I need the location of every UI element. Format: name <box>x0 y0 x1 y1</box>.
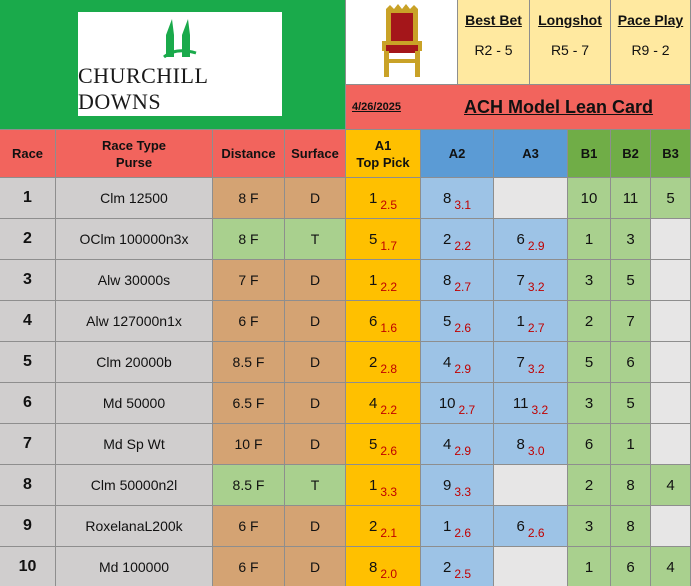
b1-value: 5 <box>584 353 594 371</box>
b3-value: 4 <box>666 558 675 576</box>
race-type-cell <box>56 219 213 260</box>
b1-cell <box>568 219 611 260</box>
race-number-value: 2 <box>23 230 32 247</box>
a1-pick-value: 1 <box>368 189 378 207</box>
race-type-cell <box>56 506 213 547</box>
race-type-header <box>56 130 213 178</box>
race-number-cell <box>0 178 56 219</box>
b1-cell <box>568 424 611 465</box>
race-type-value: Md 50000 <box>102 395 166 411</box>
b1-value: 2 <box>584 476 594 494</box>
b1-cell <box>568 342 611 383</box>
race-number-value: 10 <box>18 558 37 575</box>
b3-cell <box>651 178 691 219</box>
pace-play-cell <box>611 0 691 85</box>
a1-pick-value: 5 <box>368 230 378 248</box>
a1-pick-value: 1 <box>368 271 378 289</box>
a2-pick-cell <box>421 424 494 465</box>
a2-odds: 2.9 <box>454 444 472 458</box>
twin-spires-icon <box>160 13 200 59</box>
longshot-value: R5 - 7 <box>550 42 590 58</box>
b2-cell <box>611 465 651 506</box>
race-number-value: 8 <box>23 476 32 493</box>
b2-value: 6 <box>626 558 635 576</box>
surface-value: T <box>310 477 320 493</box>
a2-pick-value: 9 <box>442 476 452 494</box>
race-number-value: 7 <box>23 435 32 452</box>
a2-pick-cell <box>421 342 494 383</box>
surface-cell <box>285 219 346 260</box>
b1-value: 6 <box>584 435 594 453</box>
longshot-label: Longshot <box>538 12 602 28</box>
surface-cell <box>285 424 346 465</box>
throne-image-cell <box>346 0 458 85</box>
a2-pick-value: 2 <box>442 230 452 248</box>
a2-odds: 3.1 <box>454 198 472 212</box>
a2-odds: 3.3 <box>454 485 472 499</box>
race-number-cell <box>0 260 56 301</box>
b3-cell <box>651 301 691 342</box>
distance-cell <box>213 260 285 301</box>
a1-odds: 2.5 <box>380 198 398 212</box>
distance-value: 6 F <box>238 518 259 534</box>
a3-header: A3 <box>494 130 568 178</box>
a1-pick-value: 5 <box>368 435 378 453</box>
a3-pick-cell <box>494 178 568 219</box>
b2-cell <box>611 342 651 383</box>
a2-pick-value: 4 <box>442 435 452 453</box>
a2-odds: 2.7 <box>458 403 476 417</box>
pace-play-label: Pace Play <box>617 12 684 28</box>
race-type-value: OClm 100000n3x <box>79 231 189 247</box>
a3-pick-value: 6 <box>516 230 525 248</box>
a1-pick-cell <box>346 506 421 547</box>
a1-odds: 2.2 <box>380 280 398 294</box>
distance-cell <box>213 424 285 465</box>
surface-value: D <box>309 313 321 329</box>
a3-odds: 3.2 <box>527 362 545 376</box>
a1-pick-cell <box>346 424 421 465</box>
a2-pick-cell <box>421 383 494 424</box>
b2-cell <box>611 219 651 260</box>
surface-cell <box>285 547 346 586</box>
race-type-cell <box>56 547 213 586</box>
b3-cell <box>651 383 691 424</box>
logo-wordmark: CHURCHILL DOWNS <box>78 63 208 114</box>
a2-pick-cell <box>421 506 494 547</box>
distance-cell <box>213 547 285 586</box>
b3-cell <box>651 342 691 383</box>
a3-pick-cell <box>494 547 568 586</box>
a2-odds: 2.5 <box>454 567 472 581</box>
a1-pick-value: 8 <box>368 558 378 576</box>
race-number-value: 4 <box>23 312 32 329</box>
b1-value: 3 <box>584 517 594 535</box>
surface-cell <box>285 506 346 547</box>
a3-pick-cell <box>494 301 568 342</box>
race-type-value: Clm 50000n2l <box>90 477 178 493</box>
b2-value: 5 <box>626 394 635 412</box>
race-type-cell <box>56 342 213 383</box>
a2-odds: 2.6 <box>454 526 472 540</box>
a3-pick-value: 1 <box>516 312 525 330</box>
b2-cell <box>611 383 651 424</box>
a1-odds: 2.2 <box>380 403 398 417</box>
distance-value: 10 F <box>234 436 263 452</box>
a3-pick-cell <box>494 260 568 301</box>
distance-value: 8 F <box>238 231 259 247</box>
b2-value: 1 <box>626 435 635 453</box>
a2-pick-cell <box>421 219 494 260</box>
a3-odds: 3.2 <box>531 403 549 417</box>
a1-pick-value: 1 <box>368 476 378 494</box>
a1-pick-cell <box>346 301 421 342</box>
race-number-value: 3 <box>23 271 32 288</box>
b3-cell <box>651 465 691 506</box>
distance-cell <box>213 219 285 260</box>
b3-cell <box>651 260 691 301</box>
a1-pick-value: 2 <box>368 353 378 371</box>
distance-cell <box>213 506 285 547</box>
b3-cell <box>651 424 691 465</box>
surface-header: Surface <box>285 130 346 178</box>
a1-odds: 1.6 <box>380 321 398 335</box>
a2-pick-value: 1 <box>442 517 452 535</box>
a1-pick-cell <box>346 383 421 424</box>
a2-odds: 2.7 <box>454 280 472 294</box>
race-type-value: RoxelanaL200k <box>85 518 183 534</box>
b1-cell <box>568 465 611 506</box>
a3-pick-cell <box>494 383 568 424</box>
a3-odds: 2.7 <box>527 321 545 335</box>
b1-cell <box>568 383 611 424</box>
b1-value: 1 <box>584 558 594 576</box>
a1-header-line1: A1 <box>374 137 392 153</box>
surface-value: D <box>309 272 321 288</box>
distance-cell <box>213 178 285 219</box>
b2-cell <box>611 301 651 342</box>
b2-cell <box>611 424 651 465</box>
distance-cell <box>213 383 285 424</box>
race-number-cell <box>0 342 56 383</box>
b2-value: 6 <box>626 353 635 371</box>
a2-pick-cell <box>421 178 494 219</box>
a3-pick-value: 7 <box>516 353 525 371</box>
a1-pick-cell <box>346 219 421 260</box>
a3-odds: 3.0 <box>527 444 545 458</box>
a2-odds: 2.6 <box>454 321 472 335</box>
a1-odds: 2.6 <box>380 444 398 458</box>
a1-pick-cell <box>346 178 421 219</box>
b2-cell <box>611 178 651 219</box>
b1-cell <box>568 506 611 547</box>
race-number-value: 5 <box>23 353 32 370</box>
race-type-cell <box>56 301 213 342</box>
a2-pick-cell <box>421 260 494 301</box>
b1-cell <box>568 178 611 219</box>
a1-header-line2: Top Pick <box>356 154 410 170</box>
race-type-value: Alw 30000s <box>97 272 171 288</box>
b3-header: B3 <box>651 130 691 178</box>
b1-cell <box>568 260 611 301</box>
race-number-cell <box>0 383 56 424</box>
a2-pick-cell <box>421 547 494 586</box>
race-number-value: 9 <box>23 517 32 534</box>
a3-pick-value: 6 <box>516 517 525 535</box>
surface-value: T <box>310 231 320 247</box>
longshot-cell <box>530 0 611 85</box>
b2-value: 5 <box>626 271 635 289</box>
a3-pick-cell <box>494 424 568 465</box>
a2-pick-value: 10 <box>438 394 456 412</box>
b2-value: 8 <box>626 476 635 494</box>
b1-value: 3 <box>584 394 594 412</box>
a1-odds: 2.0 <box>380 567 398 581</box>
distance-value: 8 F <box>238 190 259 206</box>
b2-header: B2 <box>611 130 651 178</box>
surface-value: D <box>309 559 321 575</box>
a3-pick-cell <box>494 342 568 383</box>
b2-value: 8 <box>626 517 635 535</box>
a3-odds: 2.6 <box>527 526 545 540</box>
b2-value: 11 <box>622 189 639 207</box>
b1-value: 1 <box>584 230 594 248</box>
race-number-cell <box>0 465 56 506</box>
a2-pick-value: 8 <box>442 189 452 207</box>
race-type-value: Md Sp Wt <box>103 436 165 452</box>
race-number-value: 1 <box>23 189 32 206</box>
distance-value: 8.5 F <box>232 354 265 370</box>
a2-pick-cell <box>421 301 494 342</box>
distance-value: 6 F <box>238 313 259 329</box>
distance-cell <box>213 301 285 342</box>
race-header: Race <box>0 130 56 178</box>
race-type-value: Clm 20000b <box>96 354 172 370</box>
race-type-cell <box>56 383 213 424</box>
b1-value: 2 <box>584 312 594 330</box>
b2-cell <box>611 547 651 586</box>
distance-value: 6.5 F <box>232 395 265 411</box>
a3-pick-cell <box>494 506 568 547</box>
a2-odds: 2.9 <box>454 362 472 376</box>
race-type-cell <box>56 178 213 219</box>
distance-cell <box>213 465 285 506</box>
b3-value: 4 <box>666 476 675 494</box>
race-number-value: 6 <box>23 394 32 411</box>
distance-value: 8.5 F <box>232 477 265 493</box>
b1-value: 10 <box>580 189 598 207</box>
a1-pick-value: 2 <box>368 517 378 535</box>
race-type-cell <box>56 424 213 465</box>
race-type-value: Alw 127000n1x <box>86 313 182 329</box>
race-number-cell <box>0 219 56 260</box>
surface-cell <box>285 342 346 383</box>
a1-odds: 3.3 <box>380 485 398 499</box>
surface-value: D <box>309 354 321 370</box>
a1-pick-cell <box>346 547 421 586</box>
a1-pick-value: 4 <box>368 394 378 412</box>
b2-value: 7 <box>626 312 635 330</box>
pace-play-value: R9 - 2 <box>631 42 670 58</box>
a2-header: A2 <box>421 130 494 178</box>
b3-cell <box>651 547 691 586</box>
race-type-cell <box>56 465 213 506</box>
a2-pick-value: 5 <box>442 312 452 330</box>
a1-pick-cell <box>346 260 421 301</box>
race-number-cell <box>0 506 56 547</box>
b2-value: 3 <box>626 230 635 248</box>
a1-header <box>346 130 421 178</box>
b1-header: B1 <box>568 130 611 178</box>
race-type-value: Clm 12500 <box>100 190 168 206</box>
card-date: 4/26/2025 <box>346 85 691 130</box>
a1-odds: 2.1 <box>380 526 398 540</box>
b3-cell <box>651 219 691 260</box>
surface-cell <box>285 383 346 424</box>
best-bet-cell <box>458 0 530 85</box>
race-type-header-line1: Race Type <box>101 137 167 153</box>
race-type-value: Md 100000 <box>98 559 170 575</box>
a2-pick-value: 2 <box>442 558 452 576</box>
surface-value: D <box>309 395 321 411</box>
surface-cell <box>285 178 346 219</box>
b2-cell <box>611 506 651 547</box>
distance-cell <box>213 342 285 383</box>
a3-pick-value: 11 <box>512 394 529 412</box>
surface-cell <box>285 260 346 301</box>
a3-pick-value: 7 <box>516 271 525 289</box>
card-title: ACH Model Lean Card <box>346 85 691 130</box>
a2-odds: 2.2 <box>454 239 472 253</box>
a3-pick-value: 8 <box>516 435 525 453</box>
a2-pick-value: 4 <box>442 353 452 371</box>
b1-value: 3 <box>584 271 594 289</box>
a3-odds: 3.2 <box>527 280 545 294</box>
a1-odds: 1.7 <box>380 239 398 253</box>
race-number-cell <box>0 301 56 342</box>
distance-header: Distance <box>213 130 285 178</box>
a3-odds: 2.9 <box>527 239 545 253</box>
surface-value: D <box>309 518 321 534</box>
a1-odds: 2.8 <box>380 362 398 376</box>
a2-pick-cell <box>421 465 494 506</box>
throne-icon <box>372 3 432 81</box>
race-type-cell <box>56 260 213 301</box>
b1-cell <box>568 301 611 342</box>
b1-cell <box>568 547 611 586</box>
distance-value: 6 F <box>238 559 259 575</box>
distance-value: 7 F <box>238 272 259 288</box>
a3-pick-cell <box>494 219 568 260</box>
a1-pick-cell <box>346 465 421 506</box>
a1-pick-value: 6 <box>368 312 378 330</box>
b3-cell <box>651 506 691 547</box>
best-bet-value: R2 - 5 <box>474 42 513 58</box>
race-number-cell <box>0 424 56 465</box>
race-type-header-line2: Purse <box>115 154 153 170</box>
surface-value: D <box>309 436 321 452</box>
b3-value: 5 <box>666 189 675 207</box>
surface-cell <box>285 301 346 342</box>
churchill-downs-logo <box>78 12 282 116</box>
race-number-cell <box>0 547 56 586</box>
a2-pick-value: 8 <box>442 271 452 289</box>
best-bet-label: Best Bet <box>465 12 522 28</box>
a1-pick-cell <box>346 342 421 383</box>
a3-pick-cell <box>494 465 568 506</box>
b2-cell <box>611 260 651 301</box>
surface-cell <box>285 465 346 506</box>
surface-value: D <box>309 190 321 206</box>
